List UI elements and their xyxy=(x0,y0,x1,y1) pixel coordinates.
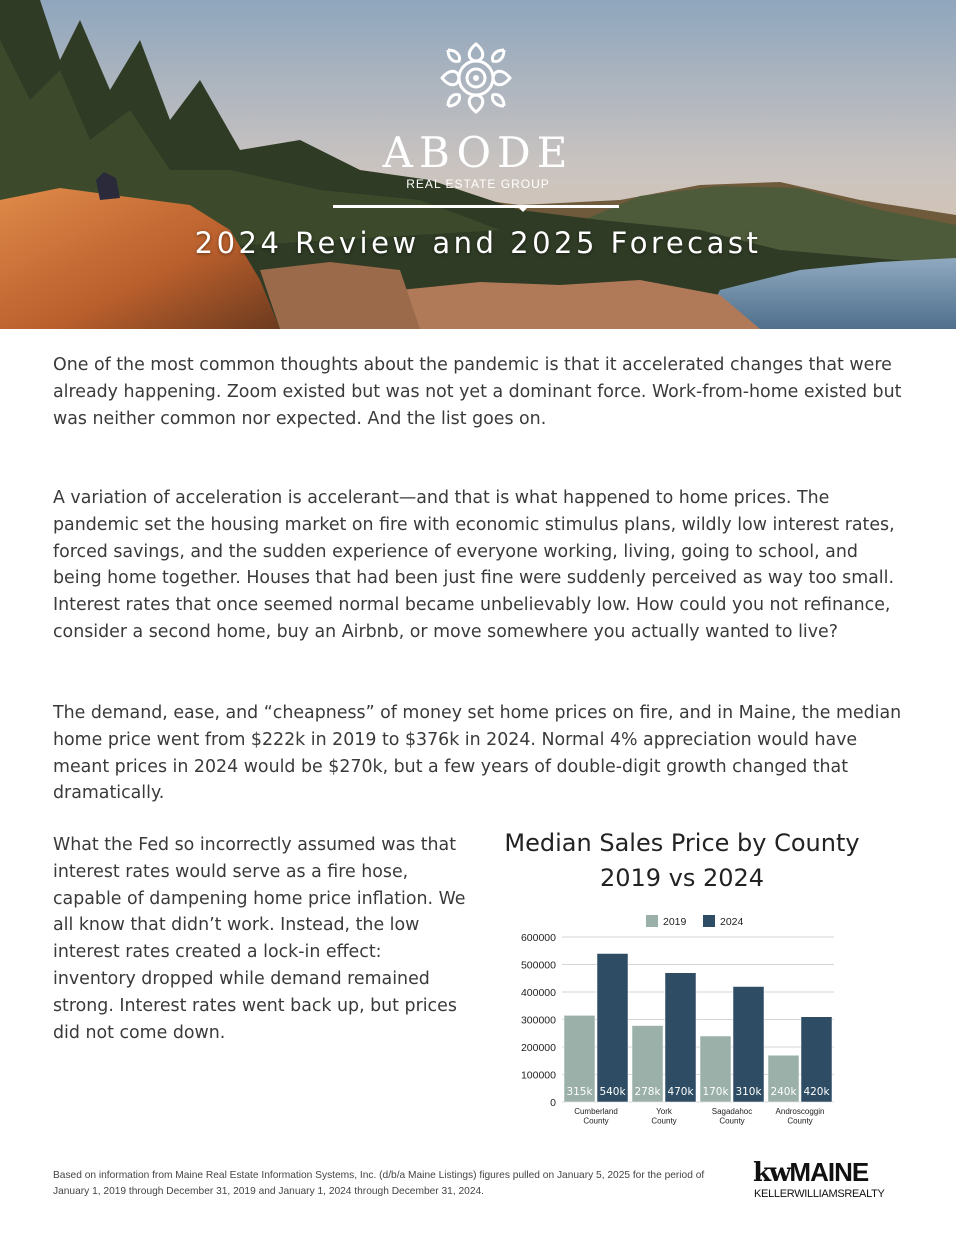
kw-mark: kw xyxy=(753,1158,790,1188)
data-label-2019: 240k xyxy=(770,1086,797,1098)
x-tick-label: County xyxy=(651,1116,677,1126)
bar-2024 xyxy=(733,987,764,1103)
y-tick-label: 300000 xyxy=(520,1014,556,1027)
paragraph-accelerant: A variation of acceleration is accelerant—and that is what happened to home prices. The pandemic set the housing market on fire with economic stimulus plans, wildly low interest rates, forced savings, and the sudden experience of everyone working, living, going to school, and being home together. Houses that had been just fine were suddenly perceived as way too small. Interest rates that once seemed normal became unbelievably low. How could you not refinance, consider a second home, buy an Airbnb, or move somewhere you actually wanted to live? xyxy=(53,488,895,642)
data-label-2019: 315k xyxy=(566,1086,593,1098)
x-tick-label: County xyxy=(719,1116,745,1126)
legend-label-2024: 2024 xyxy=(720,916,744,928)
brand-subtitle: REAL ESTATE GROUP xyxy=(406,177,550,191)
data-label-2019: 170k xyxy=(702,1086,729,1098)
x-tick-label: County xyxy=(583,1116,609,1126)
data-label-2019: 278k xyxy=(634,1086,661,1098)
data-label-2024: 420k xyxy=(803,1086,830,1098)
y-tick-label: 600000 xyxy=(520,932,556,944)
chart-title xyxy=(474,826,890,896)
y-tick-label: 100000 xyxy=(520,1069,556,1082)
hero-banner xyxy=(0,0,956,329)
page-title: 2024 Review and 2025 Forecast xyxy=(194,226,762,260)
kw-company-name: KELLERWILLIAMSREALTY xyxy=(754,1188,885,1200)
bar-2024 xyxy=(665,973,696,1102)
legend-label-2019: 2019 xyxy=(663,916,687,928)
paragraph-cheap-money: The demand, ease, and “cheapness” of money set home prices on fire, and in Maine, the median home price went from $222k in 2019 to $376k in 2024. Normal 4% appreciation would have meant prices in 2024 would be $270k, but a few years of double-digit growth changed that dramatically. xyxy=(53,703,902,804)
brand-divider xyxy=(333,205,619,208)
y-tick-label: 400000 xyxy=(520,987,556,999)
data-label-2024: 310k xyxy=(735,1086,762,1098)
chart-title-line2: 2019 vs 2024 xyxy=(599,864,765,892)
paragraph-pandemic-acceleration: One of the most common thoughts about the pandemic is that it accelerated changes that were already happening. Zoom existed but was not yet a dominant force. Work-from-home existed but was neither common nor expected. And the list goes on. xyxy=(53,355,902,429)
data-label-2024: 470k xyxy=(667,1086,694,1098)
legend-swatch-2024 xyxy=(703,915,715,927)
x-tick-label: York xyxy=(656,1107,672,1116)
x-tick-label: Cumberland xyxy=(574,1107,618,1116)
source-footnote: Based on information from Maine Real Estate Information Systems, Inc. (d/b/a Maine Listings) figures pulled on January 5, 2025 for the period of January 1, 2019 through December 31, 2019 and January 1, 2024 through December 31, 2024. xyxy=(53,1170,705,1197)
y-tick-label: 200000 xyxy=(520,1042,556,1054)
keller-williams-logo xyxy=(753,1157,893,1205)
brand-name: ABODE xyxy=(382,128,574,177)
ornamental-flower-icon xyxy=(436,38,516,118)
median-price-bar-chart xyxy=(488,905,848,1135)
x-tick-label: Sagadahoc xyxy=(711,1107,753,1116)
bar-2024 xyxy=(597,954,628,1103)
x-tick-label: Androscoggin xyxy=(775,1107,825,1116)
chart-title-line1: Median Sales Price by County xyxy=(504,829,860,857)
y-tick-label: 0 xyxy=(550,1097,556,1109)
paragraph-fed-assumption: What the Fed so incorrectly assumed was that interest rates would serve as a fire hose, capable of dampening home price inflation. We all know that didn’t work. Instead, the low interest rates created a lock-in effect: inventory dropped while demand remained strong. Interest rates went back up, but prices did not come down. xyxy=(53,835,466,1043)
x-tick-label: County xyxy=(787,1116,813,1126)
legend-swatch-2019 xyxy=(646,915,658,927)
y-tick-label: 500000 xyxy=(520,959,556,972)
kw-region: MAINE xyxy=(789,1157,869,1187)
kw-maine-wordmark xyxy=(753,1157,868,1188)
data-label-2024: 540k xyxy=(599,1086,626,1098)
brand-divider-notch xyxy=(516,205,530,212)
